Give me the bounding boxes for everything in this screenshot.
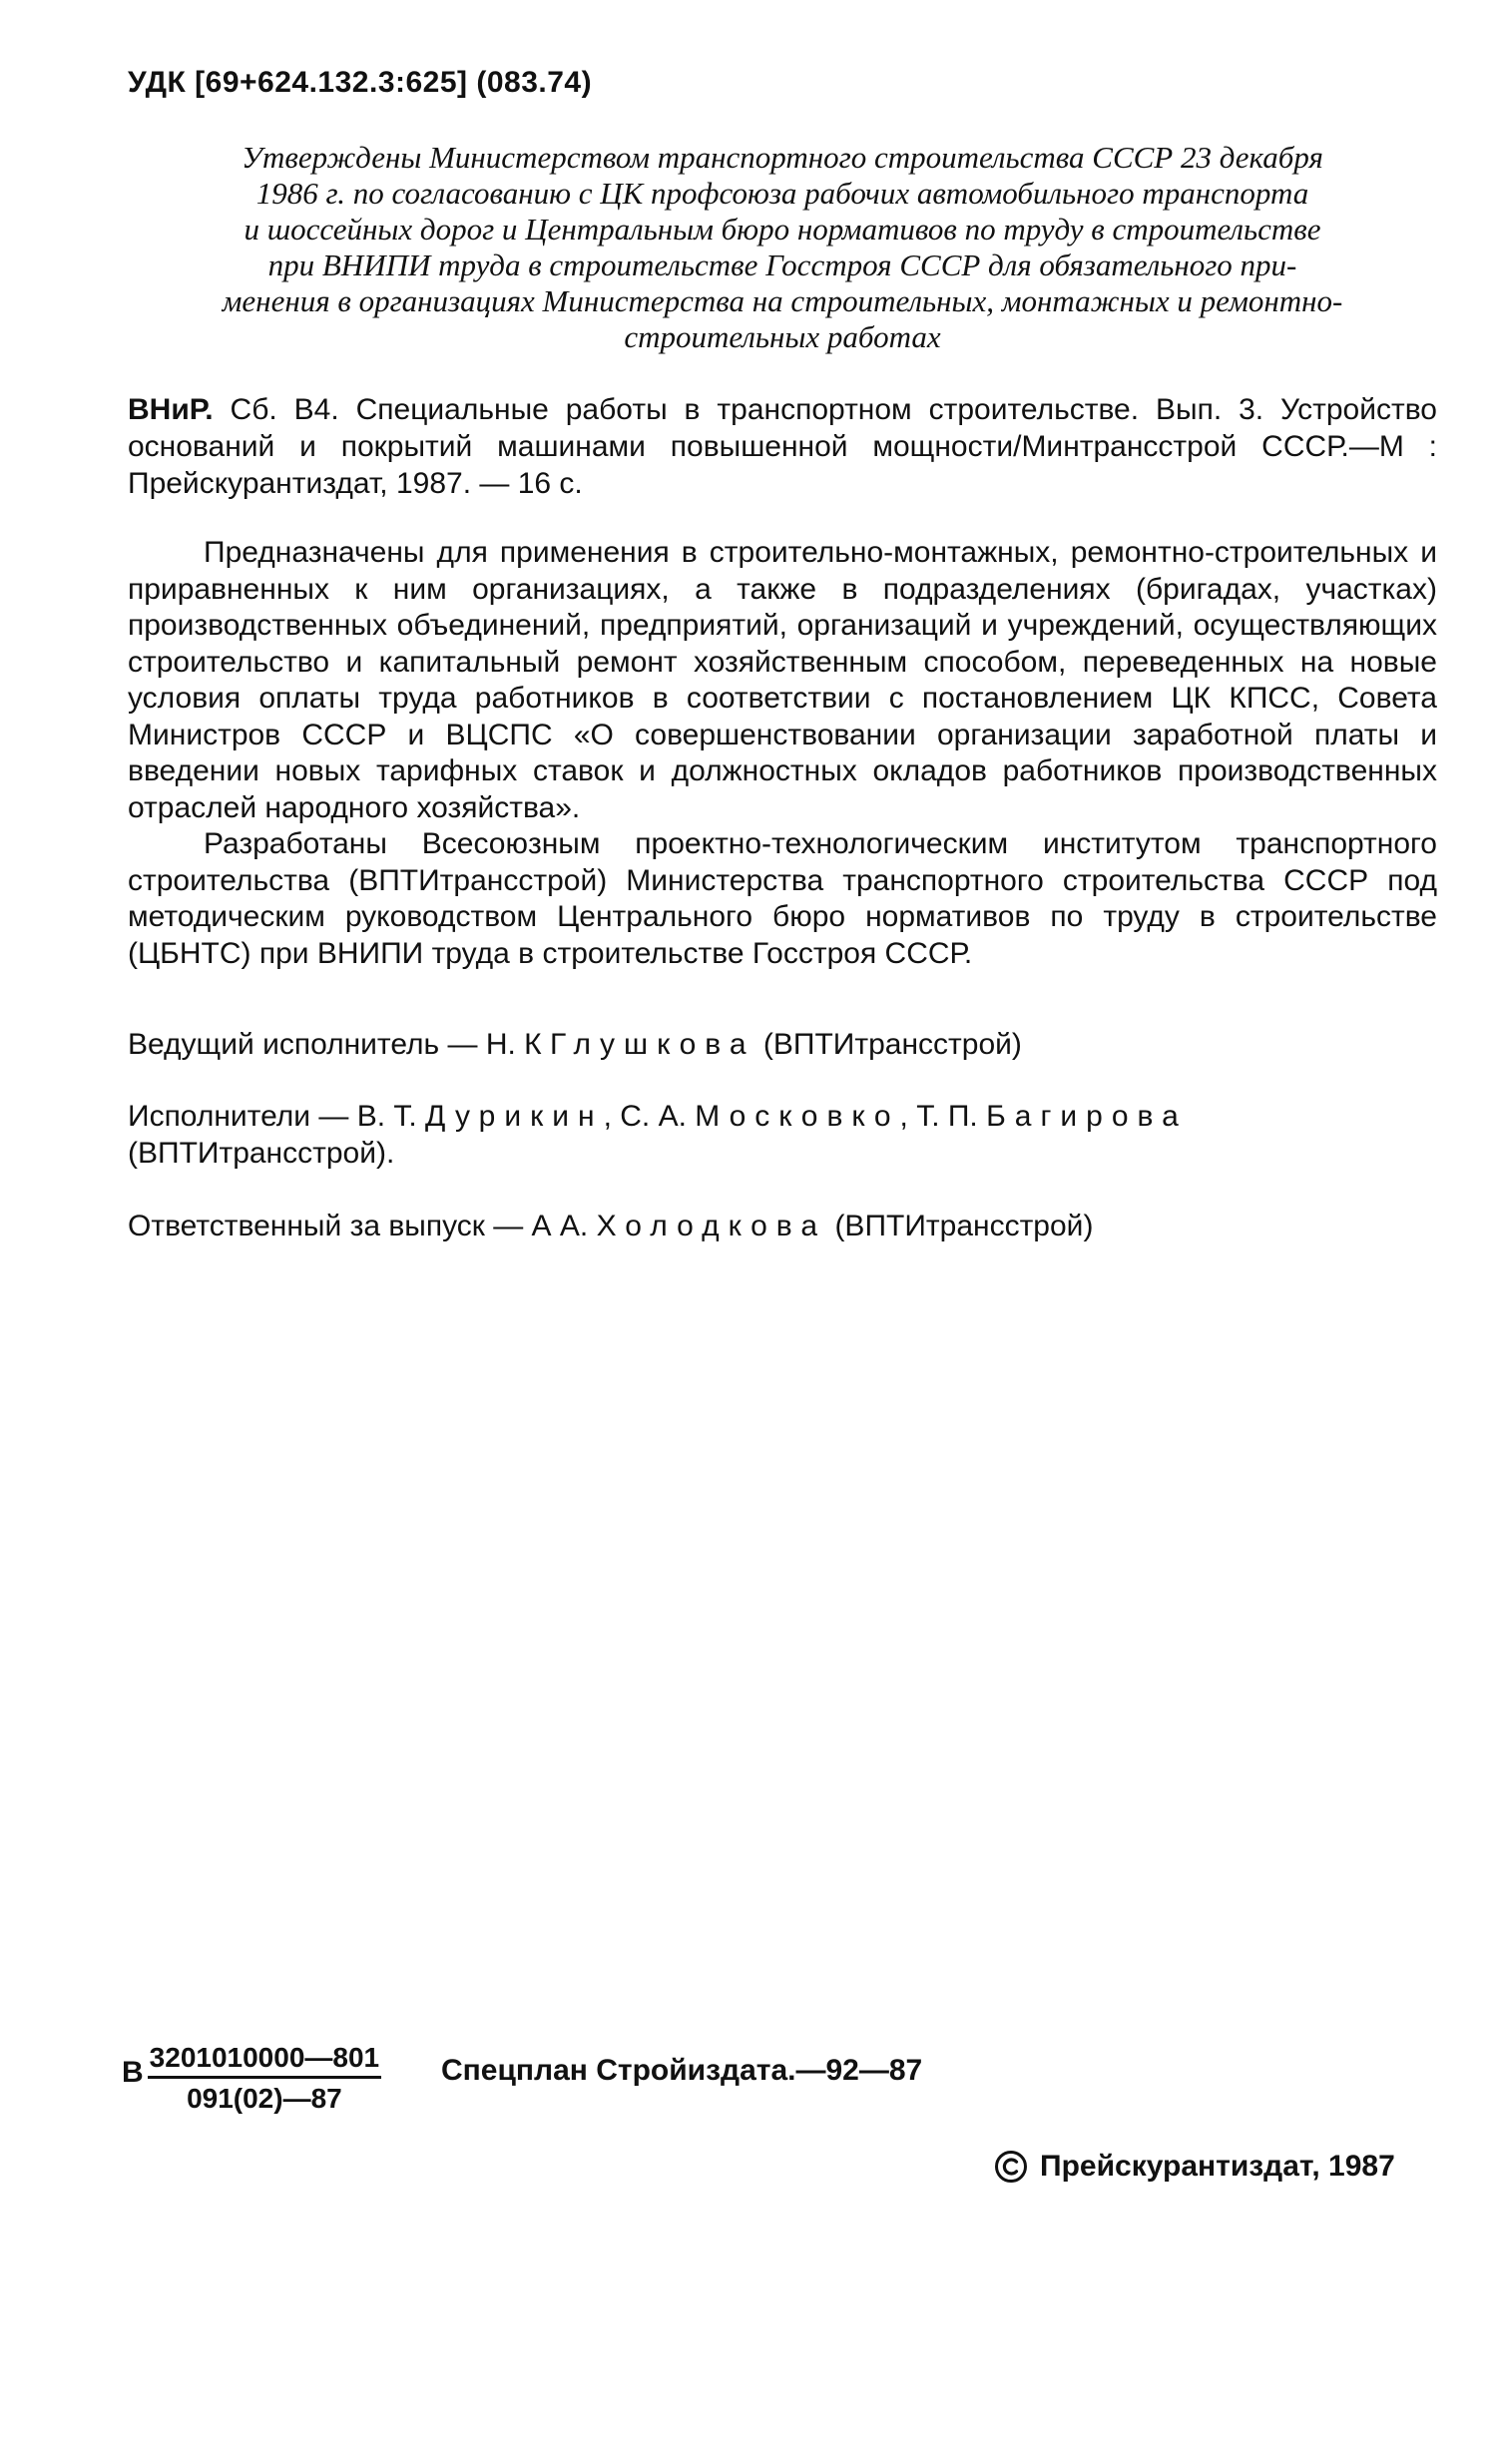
lead-executor-name: Глушкова [549,1028,755,1061]
approval-line: строительных работах [624,319,941,354]
abstract [128,535,1437,972]
lead-executor [128,1026,1437,1063]
bibliographic-record [128,391,1437,502]
executors-suffix: (ВПТИтрансстрой). [128,1137,395,1170]
approval-line: Утверждены Министерством транспортного строительства СССР 23 декабря [242,140,1323,175]
executors-prefix: Исполнители — В. Т. [128,1100,426,1133]
responsible-suffix: (ВПТИтрансстрой) [826,1210,1094,1242]
copyright-icon [994,2150,1028,2184]
executor-name: Багирова [986,1100,1188,1133]
copyright-text: Прейскурантиздат, 1987 [1040,2150,1395,2183]
responsible-prefix: Ответственный за выпуск — А А. [128,1210,597,1242]
responsible-for-release [128,1208,1437,1244]
executor-separator: , С. А. [603,1100,696,1133]
abstract-paragraph-purpose: Предназначены для применения в строительно-монтажных, ремонтно-строительных и приравненных к ним организациях, а также в подразделениях (бригадах, участках) производственных объединений, предприятий, организаций и учреждений, осуществляющих строительство и капитальный ремонт хозяйственным способом, переведенных на новые условия оплаты труда работников в соответствии с постановлением ЦК КПСС, Совета Министров СССР и ВЦСПС «О совершенствовании организации заработной платы и введении новых тарифных ставок и должностных окладов работников производственных отраслей народного хозяйства». [128,536,1437,824]
approval-statement [128,140,1437,355]
specplan-note: Спецплан Стройиздата.—92—87 [441,2054,923,2087]
abstract-paragraph-developers: Разработаны Всесоюзным проектно-технологическим институтом транспортного строительства (ВПТИтрансстрой) Министерства транспортного строительства СССР под методическим руководством Центрального бюро нормативов по труду в строительстве (ЦБНТС) при ВНИПИ труда в строительстве Госстроя СССР. [128,827,1437,970]
publication-index [122,2042,381,2115]
executor-name: Дурикин [425,1100,604,1133]
udk-code: УДК [69+624.132.3:625] (083.74) [128,66,593,99]
executor-name: Московко [695,1100,900,1133]
lead-executor-prefix: Ведущий исполнитель — Н. К [128,1028,550,1061]
approval-line: и шоссейных дорог и Центральным бюро нормативов по труду в строительстве [244,212,1321,246]
biblio-text: Сб. В4. Специальные работы в транспортном строительстве. Вып. 3. Устройство оснований и покрытий машинами повышенной мощности/Минтрансстрой СССР.—М : Прейскурантиздат, 1987. — 16 с. [128,393,1437,500]
executors [128,1098,1437,1172]
index-denominator: 091(02)—87 [187,2083,342,2114]
executor-separator: , Т. П. [899,1100,987,1133]
lead-executor-suffix: (ВПТИтрансстрой) [754,1028,1022,1061]
approval-line: менения в организациях Министерства на строительных, монтажных и ремонтно- [222,283,1343,318]
index-numerator: 3201010000—801 [148,2042,381,2079]
index-fraction [148,2042,381,2115]
copyright-notice [994,2150,1395,2184]
index-letter: В [122,2056,144,2089]
approval-line: 1986 г. по согласованию с ЦК профсоюза рабочих автомобильного транспорта [255,176,1309,211]
biblio-lead: ВНиР. [128,393,214,426]
responsible-name: Холодкова [596,1210,827,1242]
approval-line: при ВНИПИ труда в строительстве Госстроя СССР для обязательного при- [267,247,1297,282]
